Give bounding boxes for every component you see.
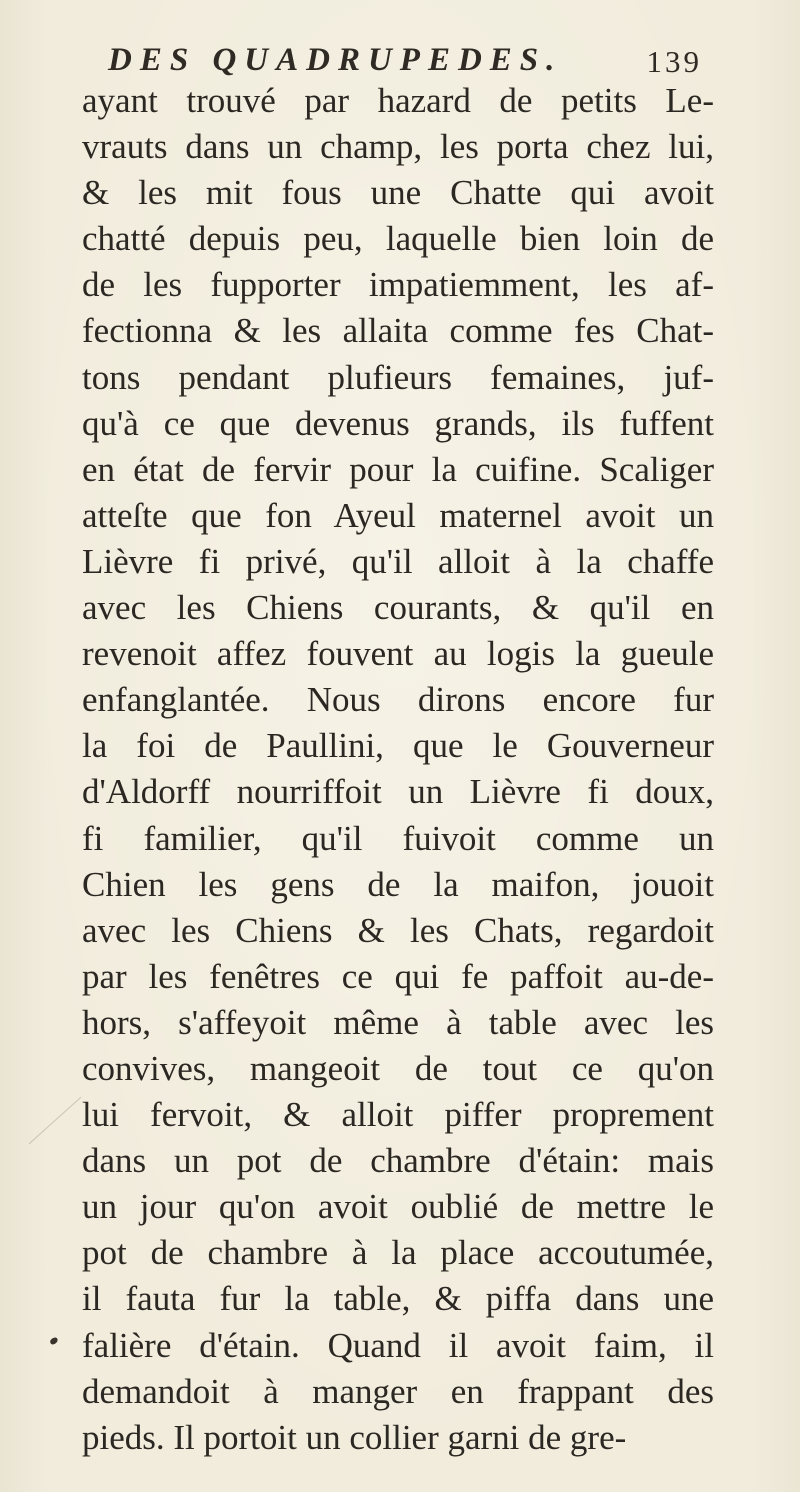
text-line: la foi de Paullini, que le Gouverneur (82, 726, 714, 766)
text-line: & les mit fous une Chatte qui avoit (82, 173, 714, 213)
text-line: pieds. Il portoit un collier garni de gre- (82, 1417, 627, 1457)
margin-pencil-mark (29, 1097, 82, 1145)
text-line: vrauts dans un champ, les porta chez lui, (82, 127, 714, 167)
text-line: Lièvre fi privé, qu'il alloit à la chaffe (82, 541, 714, 581)
text-line: de les fupporter impatiemment, les af- (82, 265, 714, 305)
text-line: fi familier, qu'il fuivoit comme un (82, 818, 714, 858)
text-line: hors, s'affeyoit même à table avec les (82, 1002, 714, 1042)
text-line: fectionna & les allaita comme fes Chat- (82, 311, 714, 351)
text-line: demandoit à manger en frappant des (82, 1371, 714, 1411)
text-line: un jour qu'on avoit oublié de mettre le (82, 1187, 714, 1227)
running-head-title: DES QUADRUPEDES. (108, 42, 563, 78)
text-line: en état de fervir pour la cuifine. Scaliger (82, 449, 714, 489)
text-line: revenoit affez fouvent au logis la gueule (82, 634, 714, 674)
text-line: pot de chambre à la place accoutumée, (82, 1233, 714, 1273)
text-line: ayant trouvé par hazard de petits Le- (82, 81, 714, 120)
text-line: il fauta fur la table, & piffa dans une (82, 1279, 714, 1319)
text-line: dans un pot de chambre d'étain: mais (82, 1141, 714, 1181)
page-number: 139 (646, 44, 702, 79)
text-line: d'Aldorff nourriffoit un Lièvre fi doux, (82, 772, 714, 812)
text-line: Chien les gens de la maifon, jouoit (82, 864, 714, 904)
text-line: falière d'étain. Quand il avoit faim, il (82, 1325, 714, 1365)
text-line: avec les Chiens courants, & qu'il en (82, 588, 714, 628)
running-head (108, 42, 708, 82)
text-line: lui fervoit, & alloit piffer proprement (82, 1095, 714, 1135)
text-line: atteſte que fon Ayeul maternel avoit un (82, 495, 714, 535)
text-line: enfanglantée. Nous dirons encore fur (82, 680, 714, 720)
text-line: tons pendant plufieurs femaines, juf- (82, 357, 714, 397)
text-line: convives, mangeoit de tout ce qu'on (82, 1048, 714, 1088)
text-line: qu'à ce que devenus grands, ils fuffent (82, 403, 714, 443)
body-text (82, 78, 714, 1461)
text-line: chatté depuis peu, laquelle bien loin de (82, 219, 714, 259)
text-line: par les fenêtres ce qui fe paffoit au-de- (82, 956, 714, 996)
text-line: avec les Chiens & les Chats, regardoit (82, 910, 714, 950)
ink-smudge (49, 1337, 59, 1346)
